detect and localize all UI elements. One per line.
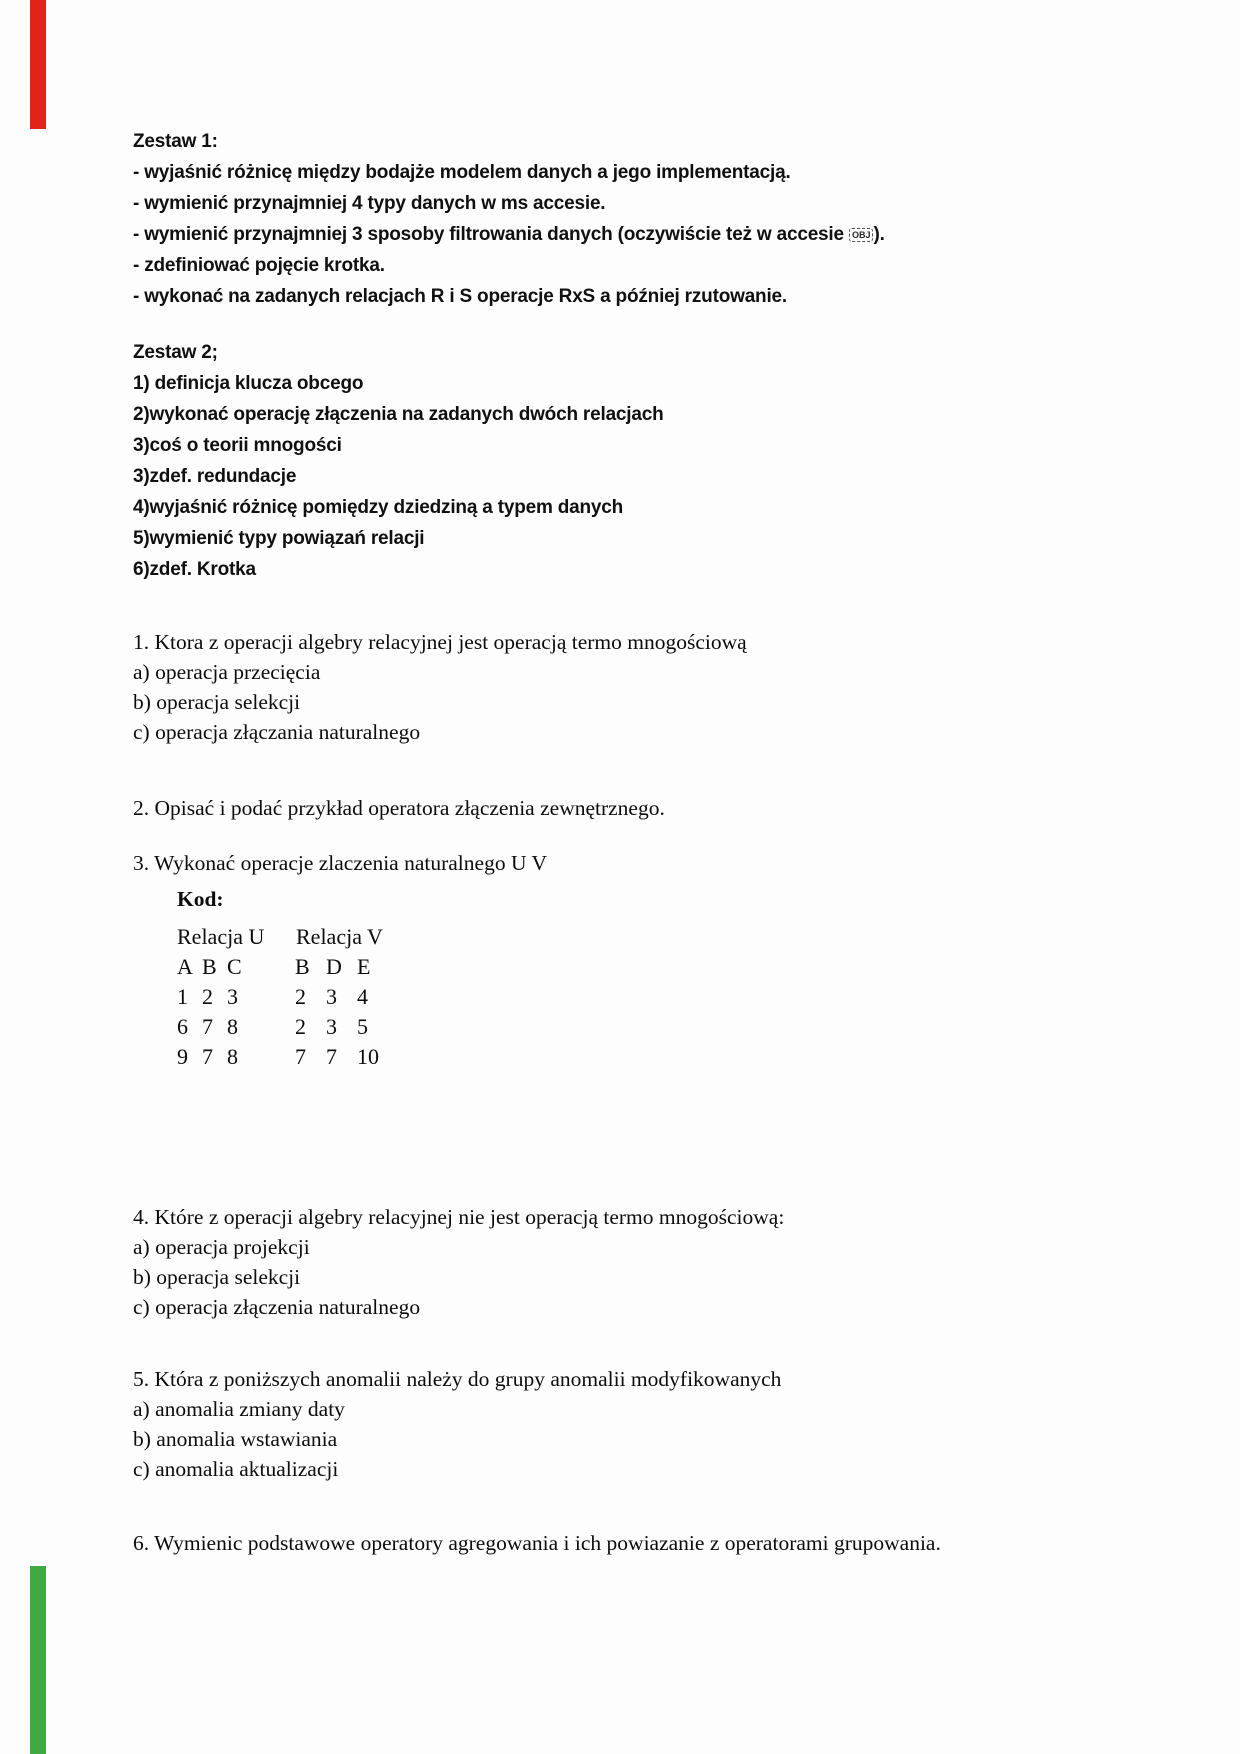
relation-v-name: Relacja V [296,924,383,949]
question-4 [133,1202,1123,1322]
table-cell: 2 [295,984,306,1009]
column-header: C [227,954,242,979]
question-1 [133,627,1123,747]
table-cell: 3 [326,984,337,1009]
list-item: 3)coś o teorii mnogości [133,435,342,456]
column-header: D [326,954,342,979]
section-title: Zestaw 1: [133,131,218,152]
list-item: - wyjaśnić różnicę między bodajże modelem danych a jego implementacją. [133,162,791,183]
group-gap [252,952,295,982]
table-cell: 1 [177,984,188,1009]
answer-option-c: c) operacja złączania naturalnego [133,720,421,744]
table-cell: 8 [227,1044,238,1069]
list-item-text: - wymienić przynajmniej 3 sposoby filtrowania danych (oczywiście też w accesie [133,224,849,245]
column-header: B [202,954,217,979]
answer-option-a: a) operacja przecięcia [133,660,321,684]
list-item: - zdefiniować pojęcie krotka. [133,255,385,276]
section-title: Zestaw 2; [133,342,218,363]
question-text: 6. Wymienic podstawowe operatory agregowania i ich powiazanie z operatorami grupowania. [133,1531,941,1555]
group-gap [252,982,295,1012]
table-cell: 7 [326,1044,337,1069]
group-gap [252,1042,295,1072]
table-cell: 6 [177,1014,188,1039]
answer-option-b: b) anomalia wstawiania [133,1427,338,1451]
list-item: 2)wykonać operację złączenia na zadanych dwóch relacjach [133,404,664,425]
table-cell: 3 [326,1014,337,1039]
table-row [177,1042,1123,1072]
relation-u-name: Relacja U [177,924,265,949]
question-text: 3. Wykonać operacje zlaczenia naturalnego U V [133,851,547,875]
table-cell: 2 [295,1014,306,1039]
section-zestaw-1 [133,126,1123,312]
list-item [133,219,1123,250]
table-row [177,1012,1123,1042]
list-item: 3)zdef. redundacje [133,466,297,487]
page-edge-marker-bottom [30,1566,46,1754]
answer-option-a: a) anomalia zmiany daty [133,1397,345,1421]
question-3 [133,848,1123,1072]
table-cell: 7 [295,1044,306,1069]
table-cell: 5 [357,1014,368,1039]
code-label: Kod: [177,887,224,911]
list-item: - wykonać na zadanych relacjach R i S operacje RxS a później rzutowanie. [133,286,787,307]
table-cell: 10 [357,1044,379,1069]
table-cell: 7 [202,1014,213,1039]
table-cell: 7 [202,1044,213,1069]
question-6 [133,1528,1123,1558]
table-cell: 2 [202,984,213,1009]
answer-option-c: c) anomalia aktualizacji [133,1457,339,1481]
question-text: 1. Ktora z operacji algebry relacyjnej jest operacją termo mnogościową [133,630,747,654]
table-cell: 3 [227,984,238,1009]
question-text: 4. Które z operacji algebry relacyjnej nie jest operacją termo mnogościową: [133,1205,785,1229]
answer-option-b: b) operacja selekcji [133,1265,301,1289]
list-item: 6)zdef. Krotka [133,559,256,580]
question-text: 5. Która z poniższych anomalii należy do grupy anomalii modyfikowanych [133,1367,782,1391]
relations-table [177,922,1123,1072]
relation-names-row [177,922,1123,952]
document-body [133,126,1123,1558]
column-header: A [177,954,193,979]
list-item: 4)wyjaśnić różnicę pomiędzy dziedziną a typem danych [133,497,624,518]
section-zestaw-2 [133,337,1123,585]
table-row [177,982,1123,1012]
column-header: E [357,954,371,979]
answer-option-a: a) operacja projekcji [133,1235,310,1259]
list-item: 1) definicja klucza obcego [133,373,364,394]
page-edge-marker-top [30,0,46,129]
list-item: 5)wymienić typy powiązań relacji [133,528,425,549]
answer-option-c: c) operacja złączenia naturalnego [133,1295,421,1319]
table-cell: 9 [177,1044,188,1069]
column-header: B [295,954,310,979]
object-placeholder-icon: OBJ [849,228,874,242]
list-item-text: ). [873,224,885,245]
list-item: - wymienić przynajmniej 4 typy danych w ms accesie. [133,193,606,214]
table-cell: 8 [227,1014,238,1039]
question-text: 2. Opisać i podać przykład operatora złączenia zewnętrznego. [133,796,665,820]
table-header-row [177,952,1123,982]
question-2 [133,793,1123,823]
table-cell: 4 [357,984,368,1009]
group-gap [252,1012,295,1042]
question-5 [133,1364,1123,1484]
answer-option-b: b) operacja selekcji [133,690,301,714]
